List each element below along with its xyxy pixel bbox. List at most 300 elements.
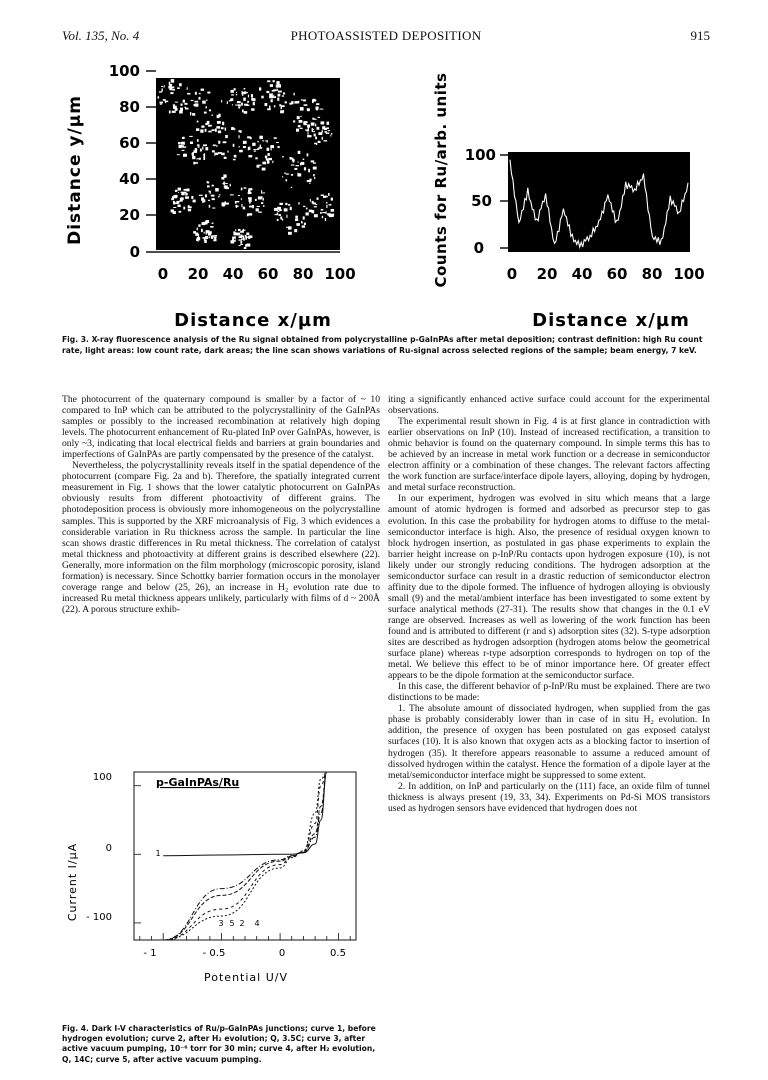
ru-map-bright-speck [255, 157, 257, 159]
ru-map-bright-speck [248, 236, 250, 239]
scan-x-tick: 60 [606, 265, 628, 283]
map-x-tick: 60 [257, 265, 279, 283]
ru-map-bright-speck [182, 137, 185, 139]
ru-map-bright-speck [195, 148, 198, 151]
ru-map-bright-speck [288, 226, 292, 229]
ru-map-bright-speck [321, 195, 324, 197]
map-x-tick: 100 [324, 265, 356, 283]
ru-map-bright-speck [239, 146, 240, 147]
ru-map-bright-speck [188, 206, 192, 208]
paragraph: 1. The absolute amount of dissociated hydrogen, when supplied from the gas phase is probably considerably lower than in case of in situ H₂ evolution. In addition, the presence of oxygen has been postulated on gas exposed catalyst surfaces (10). It is also known that oxygen acts as a blocking factor to insertion of hydrogen (35). It therefore appears reasonable to assume a reduced amount of dissolved hydrogen within the catalyst. Hence the formation of a dipole layer at the metal/semiconductor interface might be suppressed to some extent. [388, 703, 710, 781]
ru-map-bright-speck [204, 112, 207, 114]
ru-map-bright-speck [257, 206, 260, 207]
ru-map-bright-speck [261, 96, 263, 99]
ru-map-bright-speck [197, 144, 199, 146]
ru-map-bright-speck [172, 196, 174, 199]
ru-map-bright-speck [190, 142, 193, 145]
ru-map-bright-speck [294, 168, 297, 170]
ru-map-bright-speck [182, 145, 184, 147]
ru-map-bright-speck [296, 129, 299, 132]
ru-map-bright-speck [318, 117, 321, 118]
ru-map-bright-speck [236, 94, 238, 95]
scan-x-tick: 40 [571, 265, 593, 283]
ru-map-bright-speck [241, 204, 242, 207]
ru-map-bright-speck [303, 216, 305, 219]
ru-map-bright-speck [311, 210, 314, 213]
ru-map-bright-speck [227, 151, 228, 153]
ru-map-bright-speck [172, 86, 174, 88]
ru-map-bright-speck [296, 165, 300, 166]
ru-map-bright-speck [177, 87, 180, 89]
ru-map-bright-speck [279, 203, 283, 205]
scan-x-axis-label: Distance x/µm [532, 310, 690, 331]
ru-map-bright-speck [291, 101, 293, 104]
iv-curve-label-4: 4 [254, 919, 260, 928]
ru-map-bright-speck [189, 136, 192, 137]
ru-map-bright-speck [291, 174, 293, 176]
ru-map-bright-speck [272, 161, 273, 164]
ru-map-bright-speck [185, 107, 187, 108]
ru-map-bright-speck [267, 108, 271, 110]
ru-map-bright-speck [242, 230, 245, 231]
ru-map-bright-speck [240, 241, 242, 244]
ru-map-bright-speck [241, 103, 243, 106]
ru-map-bright-speck [201, 229, 203, 232]
ru-map-bright-speck [211, 195, 215, 197]
ru-map-bright-speck [161, 86, 163, 87]
ru-map-bright-speck [304, 124, 308, 125]
ru-map-bright-speck [231, 127, 234, 130]
ru-map-bright-speck [284, 208, 288, 211]
ru-map-bright-speck [179, 211, 182, 213]
ru-map-bright-speck [239, 107, 240, 109]
ru-map-bright-speck [262, 198, 264, 201]
ru-map-bright-speck [217, 121, 221, 124]
ru-map-bright-speck [291, 165, 295, 166]
ru-map-bright-speck [158, 96, 160, 98]
ru-map-bright-speck [308, 169, 310, 173]
body-column-right [388, 394, 710, 814]
map-y-tick: 100 [108, 62, 140, 80]
ru-map-bright-speck [284, 172, 285, 174]
ru-map-bright-speck [312, 201, 314, 204]
ru-map-bright-speck [208, 232, 211, 236]
ru-map-bright-speck [240, 235, 242, 237]
ru-map-bright-speck [191, 100, 194, 101]
ru-map-bright-speck [224, 157, 226, 159]
ru-map-bright-speck [301, 99, 303, 100]
iv-curve-label-2: 2 [239, 919, 245, 928]
ru-map-bright-speck [173, 104, 175, 106]
ru-map-bright-speck [294, 93, 295, 96]
ru-map-bright-speck [306, 212, 309, 215]
ru-map-bright-speck [331, 209, 335, 212]
ru-map-bright-speck [282, 176, 283, 177]
ru-map-bright-speck [180, 108, 183, 111]
ru-map-bright-speck [181, 104, 183, 106]
ru-map-bright-speck [195, 162, 199, 164]
map-y-tick: 60 [119, 134, 140, 152]
ru-map-bright-speck [277, 213, 279, 215]
ru-map-bright-speck [260, 145, 261, 147]
ru-map-bright-speck [176, 201, 179, 204]
ru-map-bright-speck [216, 126, 220, 128]
ru-map-bright-speck [286, 173, 289, 174]
ru-map-bright-speck [295, 216, 298, 219]
ru-map-bright-speck [230, 184, 231, 187]
ru-map-bright-speck [178, 142, 181, 144]
ru-map-bright-speck [246, 233, 249, 236]
figure-3 [0, 0, 768, 340]
ru-map-bright-speck [273, 80, 275, 82]
ru-map-bright-speck [208, 200, 210, 201]
ru-map-bright-speck [250, 137, 252, 139]
ru-map-bright-speck [251, 94, 253, 97]
ru-map-bright-speck [175, 195, 178, 198]
ru-map-bright-speck [269, 106, 270, 109]
ru-map-bright-speck [195, 101, 199, 103]
map-x-tick: 20 [187, 265, 209, 283]
ru-map-bright-speck [219, 194, 221, 195]
ru-map-bright-speck [271, 99, 272, 102]
ru-map-bright-speck [207, 181, 209, 183]
ru-map-bright-speck [207, 92, 210, 94]
ru-map-bright-speck [291, 187, 292, 188]
ru-map-bright-speck [298, 162, 299, 163]
ru-map-bright-speck [253, 149, 257, 150]
ru-map-bright-speck [183, 100, 185, 103]
ru-map-bright-speck [195, 92, 197, 95]
ru-map-bright-speck [221, 100, 222, 103]
ru-map-bright-speck [322, 212, 326, 213]
ru-map-bright-speck [171, 209, 174, 212]
ru-map-bright-speck [327, 122, 330, 125]
ru-map-bright-speck [231, 94, 234, 95]
ru-map-bright-speck [202, 222, 206, 225]
ru-map-bright-speck [309, 183, 310, 185]
body-column-left [62, 394, 380, 615]
iv-inset-label: p-GaInPAs/Ru [156, 776, 240, 789]
ru-map-bright-speck [303, 159, 305, 160]
ru-map-bright-speck [258, 147, 262, 149]
scan-x-tick: 0 [506, 265, 518, 283]
ru-map-bright-speck [320, 212, 322, 214]
ru-map-bright-speck [230, 194, 234, 195]
ru-map-bright-speck [297, 116, 300, 119]
ru-map-bright-speck [201, 126, 204, 128]
ru-map-bright-speck [199, 93, 201, 94]
ru-map-panel [65, 62, 356, 331]
ru-map-bright-speck [256, 208, 259, 211]
ru-map-bright-speck [236, 92, 237, 93]
ru-map-bright-speck [288, 204, 290, 206]
ru-map-bright-speck [198, 224, 200, 226]
iv-curve-3 [163, 772, 327, 940]
ru-map-bright-speck [214, 153, 215, 156]
ru-map-bright-speck [175, 108, 178, 111]
ru-map-bright-speck [193, 200, 196, 203]
ru-map-bright-speck [235, 229, 236, 231]
ru-map-bright-speck [178, 205, 181, 208]
ru-map-bright-speck [330, 135, 331, 137]
iv-y-tick: - 100 [86, 912, 112, 923]
ru-map-bright-speck [257, 165, 260, 168]
ru-map-bright-speck [226, 203, 229, 205]
ru-map-bright-speck [317, 197, 319, 200]
ru-map-bright-speck [209, 109, 211, 111]
ru-map-bright-speck [310, 199, 311, 202]
ru-map-bright-speck [283, 92, 285, 94]
ru-map-bright-speck [261, 202, 263, 204]
ru-map-bright-speck [212, 115, 213, 116]
ru-map-bright-speck [232, 104, 233, 105]
ru-map-bright-speck [278, 146, 280, 148]
ru-map-bright-speck [274, 208, 278, 211]
iv-curve-4 [163, 772, 327, 940]
iv-x-tick: - 1 [143, 948, 157, 959]
ru-map-bright-speck [221, 127, 224, 129]
ru-map-bright-speck [203, 154, 205, 157]
ru-map-bright-speck [172, 89, 175, 91]
ru-map-bright-speck [315, 137, 317, 140]
ru-map-bright-speck [296, 223, 300, 226]
ru-map-bright-speck [269, 96, 273, 98]
ru-map-bright-speck [312, 128, 313, 131]
ru-map-bright-speck [175, 190, 178, 192]
scan-x-tick: 20 [536, 265, 558, 283]
ru-map-bright-speck [205, 123, 207, 125]
figure-3-caption: Fig. 3. X-ray fluorescence analysis of the Ru signal obtained from polycrystalline p-GaInPAs after metal deposition; contrast definition: high Ru count rate, light areas: low count rate, dark areas; the line scan shows variations of Ru-signal across selected regions of the sample; beam energy, 7 keV. [62, 335, 703, 355]
ru-map-bright-speck [209, 191, 211, 193]
ru-map-bright-speck [210, 226, 214, 228]
ru-map-bright-speck [192, 152, 194, 155]
ru-map-bright-speck [315, 204, 317, 205]
ru-map-bright-speck [182, 150, 185, 151]
ru-map-bright-speck [248, 155, 252, 157]
ru-map-bright-speck [268, 158, 272, 160]
ru-map-bright-speck [180, 198, 183, 201]
ru-map-bright-speck [243, 207, 246, 210]
ru-map-bright-speck [179, 145, 182, 148]
ru-map-bright-speck [286, 179, 288, 181]
ru-map-bright-speck [259, 87, 261, 90]
ru-map-bright-speck [238, 130, 241, 132]
ru-map-bright-speck [261, 190, 262, 194]
ru-map-bright-speck [314, 134, 316, 137]
ru-map-bright-speck [326, 205, 327, 208]
ru-map-bright-speck [247, 245, 248, 246]
ru-map-bright-speck [305, 129, 308, 130]
ru-map-bright-speck [301, 221, 302, 224]
ru-map-bright-speck [231, 90, 234, 93]
ru-map-bright-speck [238, 229, 241, 231]
ru-map-bright-speck [249, 199, 252, 202]
ru-map-bright-speck [314, 206, 317, 207]
ru-map-bright-speck [202, 101, 206, 104]
ru-map-bright-speck [186, 189, 189, 192]
ru-map-bright-speck [215, 128, 217, 131]
ru-map-bright-speck [199, 97, 201, 100]
ru-map-bright-speck [184, 154, 186, 157]
ru-map-bright-speck [233, 159, 236, 161]
ru-map-bright-speck [160, 104, 162, 105]
ru-map-bright-speck [178, 188, 181, 191]
ru-map-bright-speck [308, 180, 311, 182]
ru-map-bright-speck [320, 109, 324, 110]
ru-map-bright-speck [245, 235, 247, 237]
ru-map-bright-speck [208, 125, 212, 127]
ru-map-bright-speck [212, 223, 214, 224]
ru-map-bright-speck [311, 122, 315, 125]
ru-map-bright-speck [222, 202, 226, 205]
ru-map-bright-speck [203, 144, 207, 146]
ru-map-bright-speck [294, 229, 297, 232]
ru-map-bright-speck [254, 151, 256, 152]
ru-map-bright-speck [265, 140, 268, 141]
ru-map-bright-speck [164, 85, 165, 87]
ru-map-bright-speck [332, 214, 334, 217]
ru-map-bright-speck [270, 94, 272, 96]
ru-map-bright-speck [263, 205, 265, 207]
ru-map-bright-speck [270, 145, 274, 148]
ru-map-bright-speck [295, 219, 298, 221]
paragraph: The photocurrent of the quaternary compound is smaller by a factor of ~ 10 compared to InP which can be attributed to the polycrystallinity of the GaInPAs samples or possibly to the increased recombination at relatively high doping levels. The photocurrent enhancement of Ru-plated InP over GaInPAs, however, is only ~3, indicating that local electrical fields and barriers at grain boundaries and imperfections of GaInPAs are partly compensated by the presence of the catalyst. [62, 394, 380, 461]
ru-map-bright-speck [169, 84, 172, 87]
ru-map-bright-speck [247, 101, 249, 103]
ru-map-bright-speck [265, 156, 267, 159]
ru-map-bright-speck [179, 83, 182, 86]
ru-map-bright-speck [282, 95, 284, 96]
ru-map-bright-speck [234, 240, 236, 242]
ru-map-bright-speck [292, 159, 295, 161]
ru-map-bright-speck [235, 105, 238, 106]
ru-map-bright-speck [262, 168, 266, 171]
running-title: PHOTOASSISTED DEPOSITION [290, 28, 482, 43]
ru-map-bright-speck [282, 219, 283, 221]
ru-map-bright-speck [200, 129, 203, 132]
ru-map-bright-speck [270, 84, 273, 87]
ru-map-bright-speck [285, 101, 287, 103]
ru-map-bright-speck [173, 201, 175, 204]
ru-map-bright-speck [252, 143, 255, 146]
ru-map-bright-speck [328, 214, 330, 216]
ru-map-bright-speck [205, 147, 208, 150]
ru-map-bright-speck [225, 183, 228, 184]
ru-map-bright-speck [211, 235, 213, 238]
ru-map-bright-speck [253, 102, 255, 105]
ru-map-bright-speck [195, 103, 199, 106]
journal-volume: Vol. 135, No. 4 [62, 28, 140, 43]
ru-map-bright-speck [308, 132, 309, 135]
ru-map-bright-speck [297, 173, 301, 176]
iv-curve-2 [163, 772, 327, 940]
ru-map-bright-speck [237, 233, 240, 236]
iv-y-axis-label: Current I/µA [66, 842, 79, 922]
ru-map-bright-speck [321, 209, 324, 211]
ru-map-bright-speck [171, 79, 174, 83]
ru-map-bright-speck [184, 103, 187, 105]
scan-y-axis-label: Counts for Ru/arb. units [432, 72, 450, 288]
ru-map-bright-speck [210, 192, 212, 193]
ru-map-bright-speck [329, 204, 332, 205]
ru-map-bright-speck [235, 201, 237, 204]
ru-map-bright-speck [313, 129, 314, 130]
ru-line-scan-panel [432, 73, 705, 331]
ru-map-bright-speck [307, 125, 310, 128]
paragraph: iting a significantly enhanced active surface could account for the experimental observations. [388, 394, 710, 417]
scan-y-tick: 0 [473, 239, 484, 257]
ru-map-bright-speck [311, 160, 315, 162]
ru-map-bright-speck [322, 216, 323, 218]
ru-map-bright-speck [317, 127, 320, 130]
ru-map-bright-speck [298, 202, 299, 205]
map-y-tick: 20 [119, 206, 140, 224]
ru-map-bright-speck [223, 182, 225, 186]
ru-map-bright-speck [181, 192, 184, 193]
ru-map-bright-speck [237, 101, 241, 103]
ru-map-bright-speck [277, 81, 280, 84]
ru-map-bright-speck [325, 131, 327, 133]
ru-map-bright-speck [175, 102, 178, 103]
ru-map-bright-speck [246, 244, 250, 247]
ru-map-bright-speck [328, 193, 330, 195]
ru-map-bright-speck [242, 110, 244, 113]
ru-map-bright-speck [331, 133, 332, 135]
ru-map-bright-speck [190, 112, 191, 115]
ru-map-bright-speck [248, 95, 249, 98]
ru-map-bright-speck [212, 129, 215, 131]
ru-map-bright-speck [263, 192, 266, 193]
map-y-tick: 80 [119, 98, 140, 116]
ru-map-bright-speck [196, 128, 199, 131]
ru-map-bright-speck [169, 111, 171, 114]
ru-map-bright-speck [277, 84, 281, 87]
ru-map-bright-speck [286, 215, 287, 218]
ru-map-bright-speck [218, 131, 221, 134]
ru-map-bright-speck [315, 124, 316, 127]
ru-map-bright-speck [328, 130, 331, 131]
ru-map-bright-speck [259, 136, 263, 139]
ru-map-bright-speck [209, 205, 211, 208]
ru-map-bright-speck [266, 158, 269, 160]
ru-map-bright-speck [192, 113, 195, 116]
ru-map-bright-speck [321, 121, 325, 124]
ru-map-bright-speck [234, 232, 238, 235]
iv-curve-label-5: 5 [229, 919, 235, 928]
ru-map-bright-speck [213, 235, 217, 237]
ru-map-bright-speck [314, 143, 316, 145]
scan-y-tick: 100 [464, 146, 496, 164]
ru-map-bright-speck [313, 99, 316, 102]
ru-map-bright-speck [172, 111, 176, 113]
scan-x-tick: 80 [641, 265, 663, 283]
paragraph: In this case, the different behavior of p-InP/Ru must be explained. There are two distinctions to be made: [388, 681, 710, 704]
ru-map-bright-speck [242, 92, 245, 94]
ru-map-bright-speck [222, 122, 224, 126]
ru-map-bright-speck [299, 120, 303, 123]
ru-map-bright-speck [326, 127, 329, 129]
ru-map-bright-speck [294, 101, 297, 104]
ru-map-bright-speck [208, 131, 211, 133]
ru-map-bright-speck [262, 162, 266, 165]
ru-map-bright-speck [238, 104, 241, 106]
ru-map-bright-speck [324, 140, 328, 141]
ru-map-bright-speck [202, 201, 204, 203]
ru-map-bright-speck [244, 247, 247, 249]
ru-map-bright-speck [205, 236, 208, 239]
ru-map-bright-speck [212, 185, 214, 186]
ru-map-bright-speck [257, 141, 258, 143]
